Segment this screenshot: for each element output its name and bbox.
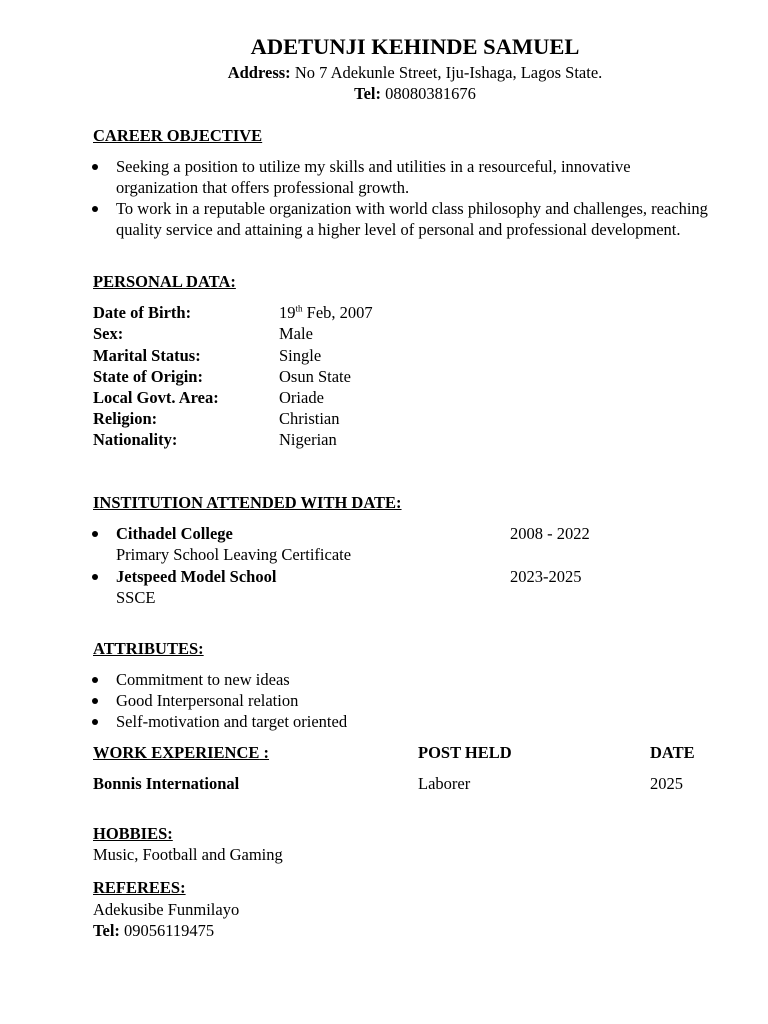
referee-name: Adekusibe Funmilayo	[93, 900, 240, 919]
religion-label: Religion:	[93, 409, 158, 428]
company-name: Bonnis International	[93, 774, 240, 793]
referee-tel	[93, 920, 214, 941]
attribute-item: Self-motivation and target oriented	[116, 712, 348, 731]
attribute-item: Good Interpersonal relation	[116, 691, 299, 710]
dob-label: Date of Birth:	[93, 303, 192, 322]
attributes-heading: ATTRIBUTES:	[93, 639, 204, 658]
institutions-heading: INSTITUTION ATTENDED WITH DATE:	[93, 493, 402, 512]
bullet-icon	[88, 523, 104, 544]
bullet-icon	[88, 566, 104, 587]
nationality-label: Nationality:	[93, 430, 178, 449]
religion-value: Christian	[279, 409, 340, 428]
address-line	[0, 62, 768, 83]
objective-item: To work in a reputable organization with world class philosophy and challenges, reaching quality service and attaining a higher level of personal and professional development.	[116, 199, 708, 239]
marital-status-label: Marital Status:	[93, 346, 201, 365]
nationality-value: Nigerian	[279, 430, 337, 449]
bullet-icon	[88, 669, 104, 690]
sex-label: Sex:	[93, 324, 124, 343]
tel-line	[0, 83, 768, 104]
career-objective-heading: CAREER OBJECTIVE	[93, 126, 263, 145]
institution-date: 2008 - 2022	[510, 524, 590, 543]
bullet-icon	[88, 156, 104, 177]
referee-tel-label: Tel:	[93, 921, 120, 940]
referees-heading: REFEREES:	[93, 878, 186, 897]
marital-status-value: Single	[279, 346, 322, 365]
date-header: DATE	[650, 743, 695, 762]
hobbies-heading: HOBBIES:	[93, 824, 173, 843]
institution-certificate: Primary School Leaving Certificate	[116, 545, 352, 564]
hobbies-text: Music, Football and Gaming	[93, 845, 283, 864]
institution-name: Cithadel College	[116, 524, 233, 543]
state-of-origin-label: State of Origin:	[93, 367, 203, 386]
tel-value: 08080381676	[385, 84, 476, 103]
address-label: Address:	[227, 63, 291, 82]
applicant-name: ADETUNJI KEHINDE SAMUEL	[250, 34, 580, 59]
dob-value: 19th Feb, 2007	[279, 303, 373, 322]
address-value: No 7 Adekunle Street, Iju-Ishaga, Lagos State.	[294, 63, 603, 82]
work-date-value: 2025	[650, 774, 683, 793]
institution-date: 2023-2025	[510, 567, 582, 586]
lga-label: Local Govt. Area:	[93, 388, 219, 407]
state-of-origin-value: Osun State	[279, 367, 351, 386]
work-experience-heading: WORK EXPERIENCE :	[93, 743, 270, 762]
institution-name: Jetspeed Model School	[116, 567, 277, 586]
institution-certificate: SSCE	[116, 588, 156, 607]
bullet-icon	[88, 711, 104, 732]
sex-value: Male	[279, 324, 313, 343]
attribute-item: Commitment to new ideas	[116, 670, 290, 689]
post-held-value: Laborer	[418, 774, 471, 793]
lga-value: Oriade	[279, 388, 324, 407]
bullet-icon	[88, 690, 104, 711]
tel-label: Tel:	[354, 84, 382, 103]
bullet-icon	[88, 198, 104, 219]
personal-data-heading: PERSONAL DATA:	[93, 272, 236, 291]
referee-tel-value: 09056119475	[124, 921, 215, 940]
objective-item: Seeking a position to utilize my skills and utilities in a resourceful, innovative organization that offers professional growth.	[116, 157, 631, 197]
post-held-header: POST HELD	[418, 743, 512, 762]
